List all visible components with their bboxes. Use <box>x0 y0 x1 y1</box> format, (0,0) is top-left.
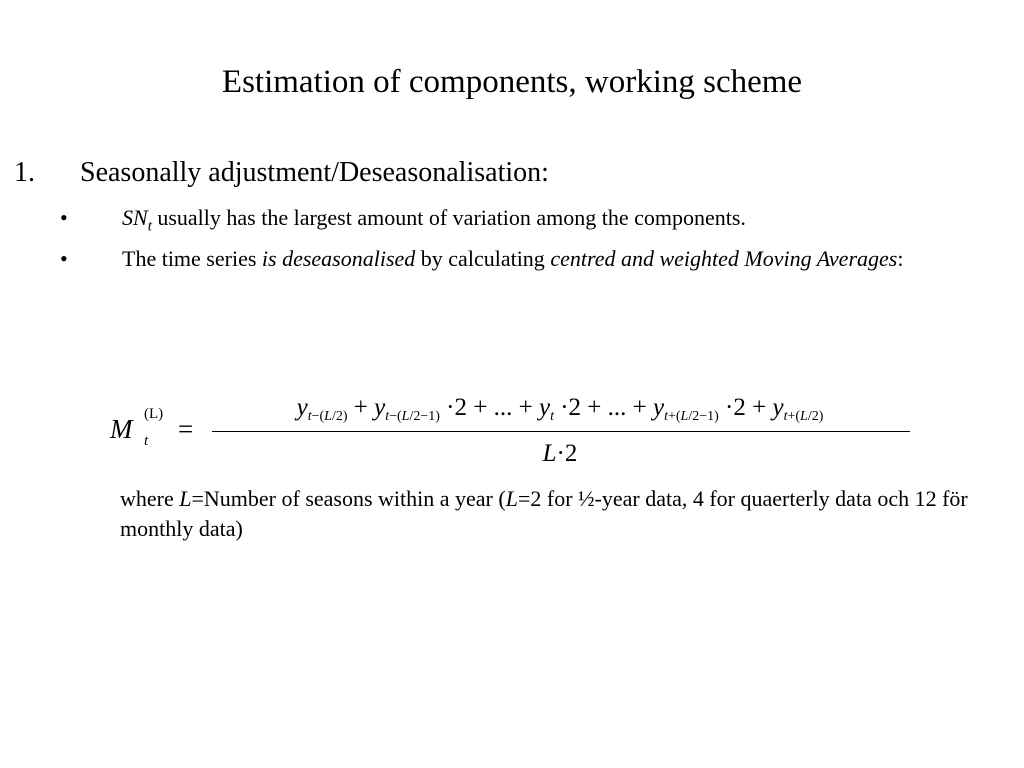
sn-subscript: t <box>147 218 152 235</box>
text-part: The time series <box>122 246 262 271</box>
where-note <box>120 484 980 544</box>
fraction-bar <box>212 431 910 432</box>
slide-title: Estimation of components, working scheme <box>221 64 803 100</box>
formula-denominator: L·2 <box>542 440 578 467</box>
text-italic: centred and weighted Moving Averages <box>550 246 898 271</box>
note-text: =Number of seasons within a year ( <box>191 486 506 511</box>
note-text: where <box>120 486 180 511</box>
bullet-text <box>122 203 1014 241</box>
moving-average-formula <box>110 392 920 476</box>
bullet-symbol: • <box>60 205 68 230</box>
note-L: L <box>179 486 192 511</box>
bullet-text-rest: usually has the largest amount of variation among the components. <box>151 205 746 230</box>
item-text: Seasonally adjustment/Deseasonalisation: <box>80 157 549 188</box>
bullet-text <box>122 244 1014 273</box>
sn-symbol: SN <box>122 205 148 230</box>
formula-lhs <box>110 406 164 449</box>
text-part: : <box>897 246 904 271</box>
lhs-superscript: (L) <box>144 406 164 422</box>
bullet-deseasonalised <box>60 244 1014 273</box>
text-part: by calculating <box>415 246 551 271</box>
formula-numerator: $y_{t-(L/2)} + y_{t-(L/2-1)} \cdot 2$ + ... + $y_t \cdot 2$ + ... + $y_{t+(L/2-1)} \cdot 2 + y_{t+(L/2)}$ <box>296 394 824 424</box>
item-number: 1. <box>14 157 35 188</box>
lhs-symbol: M <box>110 414 133 444</box>
equals-sign: = <box>178 414 194 444</box>
note-text: =2 for ½-year data, 4 for quaerterly data och 12 för monthly data) <box>120 486 968 541</box>
bullet-variation <box>60 203 1014 241</box>
bullet-symbol: • <box>60 246 68 271</box>
numbered-item-1 <box>14 156 549 190</box>
lhs-subscript: t <box>144 433 149 449</box>
note-L: L <box>505 486 518 511</box>
text-italic: is deseasonalised <box>261 246 416 271</box>
